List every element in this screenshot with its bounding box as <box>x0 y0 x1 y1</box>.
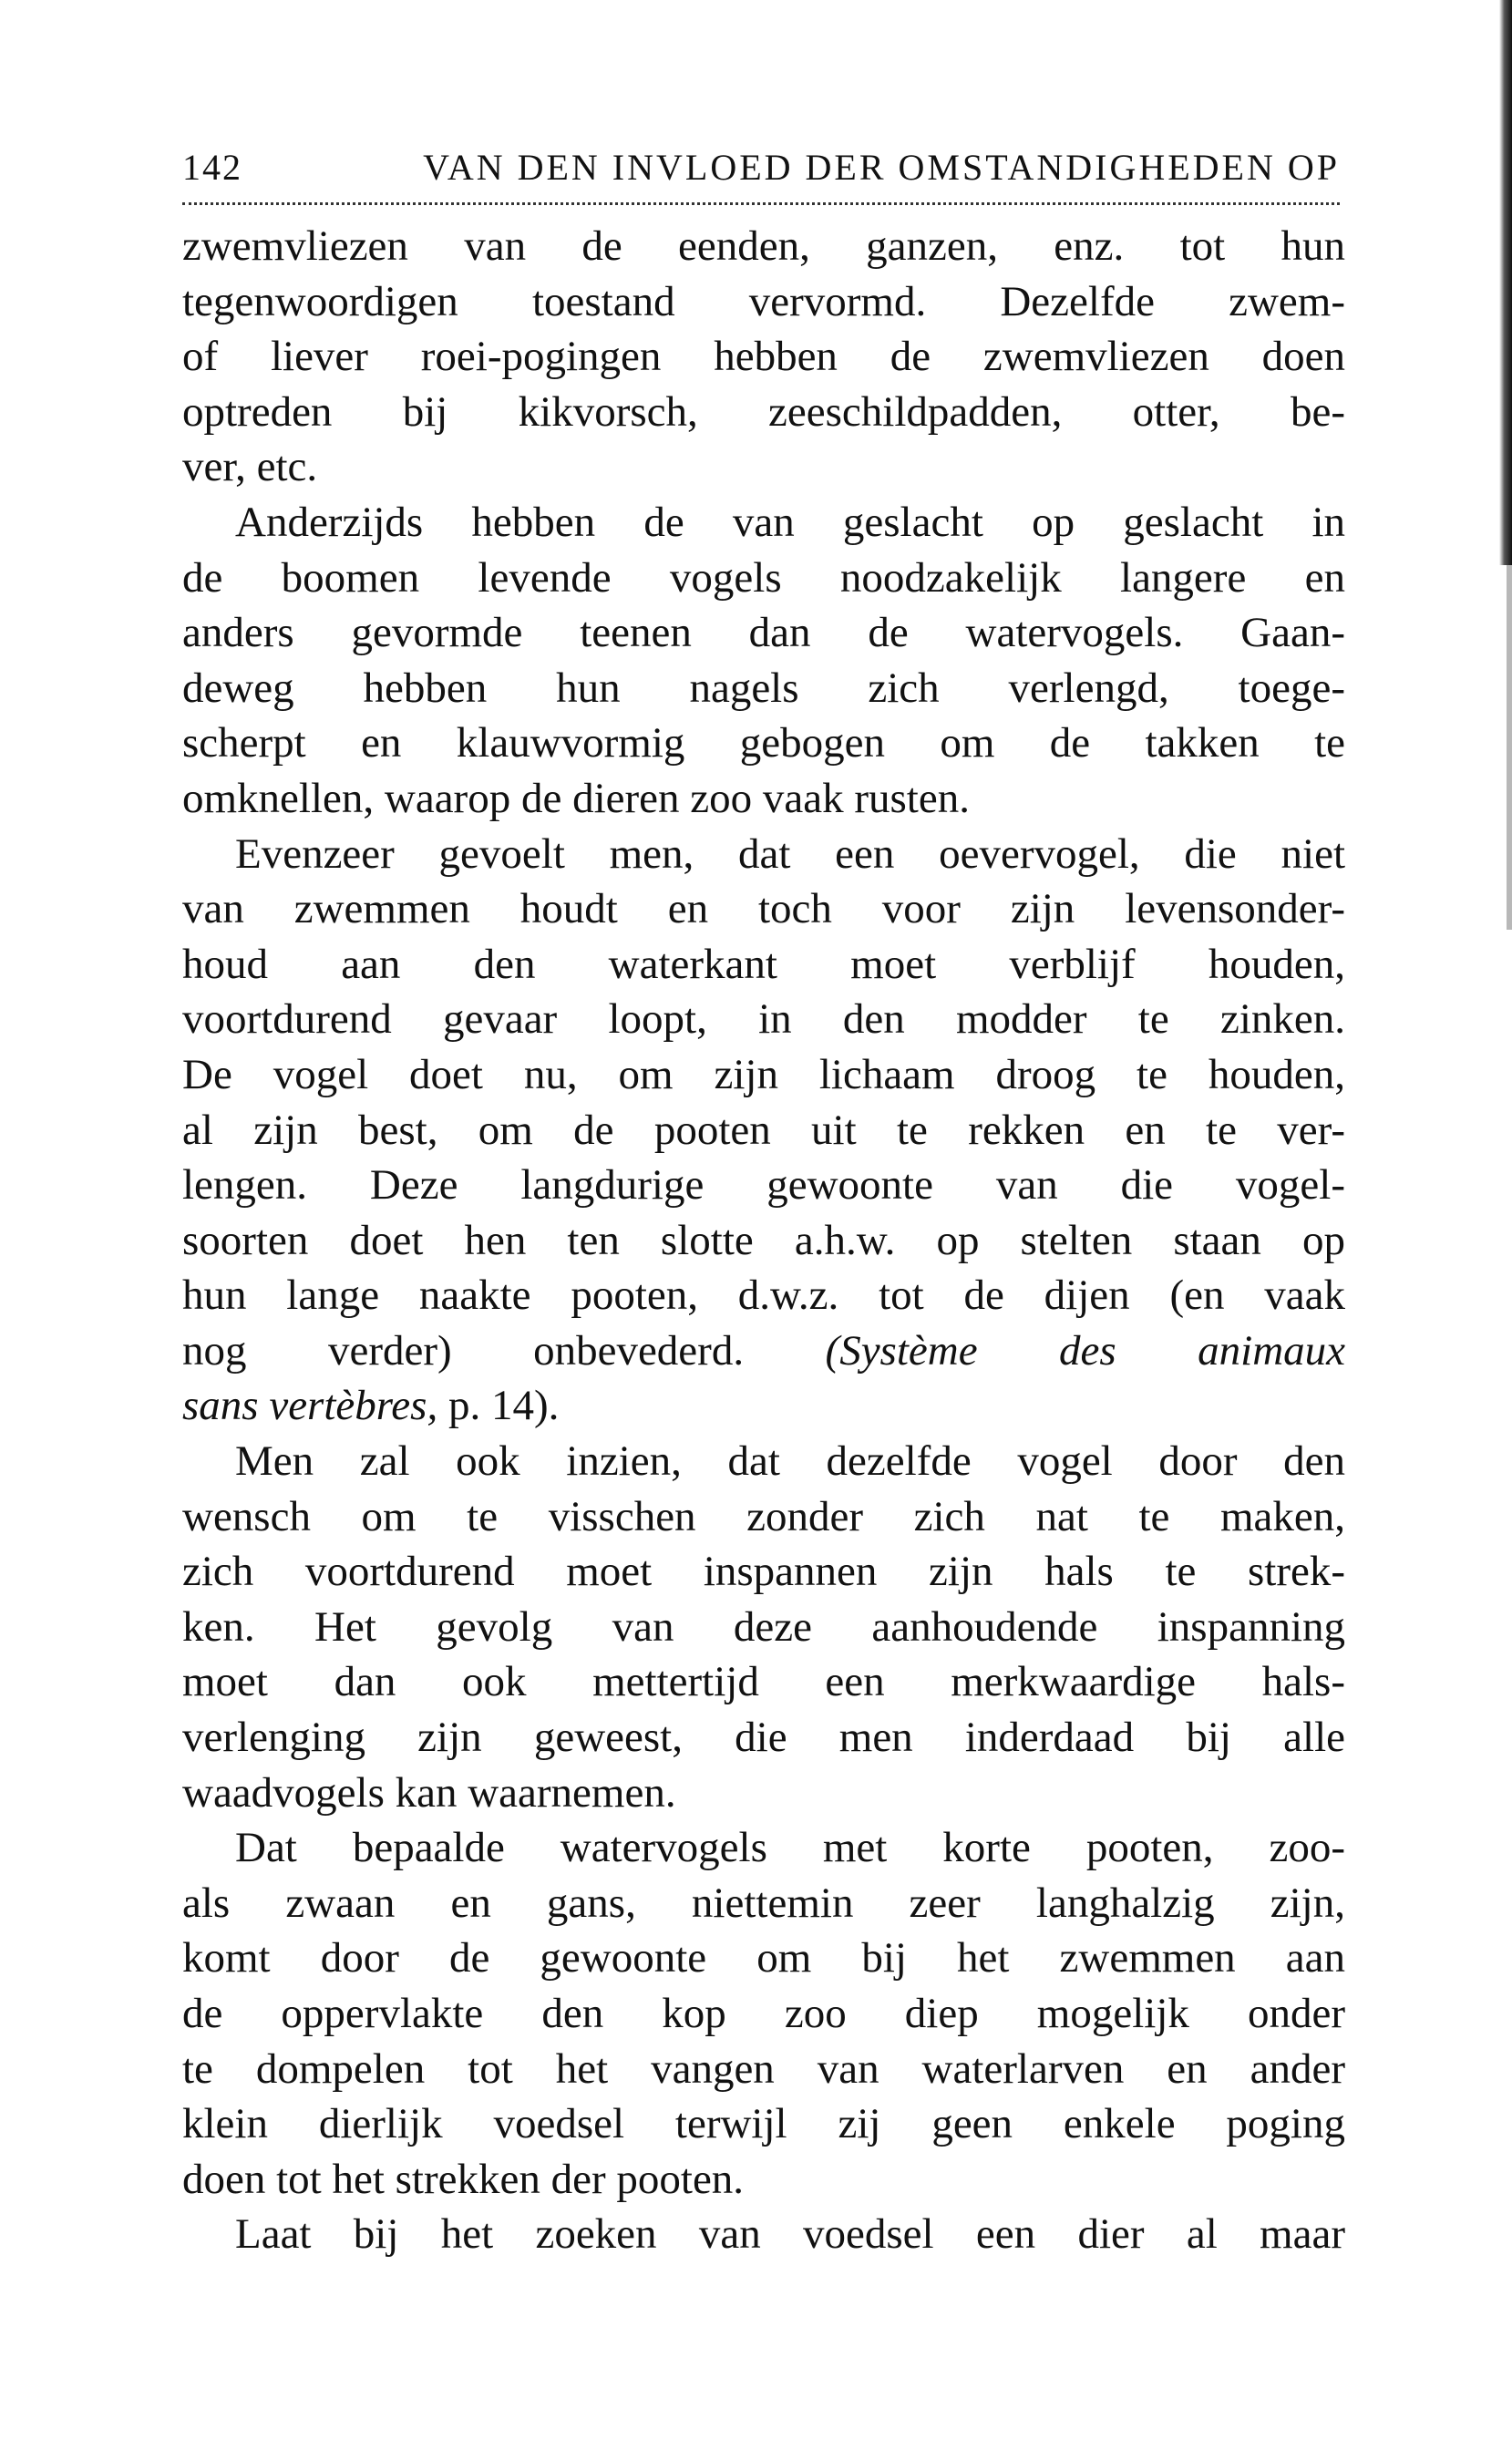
running-title: VAN DEN INVLOED DER OMSTANDIGHEDEN OP <box>423 147 1340 188</box>
text-line <box>182 1378 1345 1434</box>
text-fragment: nog verder) onbevederd. <box>182 1326 745 1375</box>
text-line: tegenwoordigen toestand vervormd. Dezelfde zwem- <box>182 277 1345 325</box>
text-line: ver, etc. <box>182 443 318 491</box>
text-line: voortdurend gevaar loopt, in den modder te zinken. <box>182 995 1345 1044</box>
text-line: Evenzeer gevoelt men, dat een oevervogel, die niet <box>235 829 1345 878</box>
text-line: de oppervlakte den kop zoo diep mogelijk onder <box>182 1990 1345 2037</box>
text-line: scherpt en klauwvormig gebogen om de takken te <box>182 719 1345 767</box>
page-number: 142 <box>182 147 242 188</box>
body-text <box>182 219 1345 2262</box>
text-line: klein dierlijk voedsel terwijl zij geen enkele poging <box>182 2100 1345 2148</box>
text-line: van zwemmen houdt en toch voor zijn levensonder- <box>182 885 1345 933</box>
text-line: de boomen levende vogels noodzakelijk langere en <box>182 553 1345 602</box>
text-line: verlenging zijn geweest, die men inderdaad bij alle <box>182 1714 1345 1762</box>
text-line: te dompelen tot het vangen van waterlarven en ander <box>182 2044 1345 2093</box>
text-line: Laat bij het zoeken van voedsel een dier al maar <box>235 2210 1345 2259</box>
text-line: waadvogels kan waarnemen. <box>182 1768 676 1817</box>
text-line: Men zal ook inzien, dat dezelfde vogel door den <box>235 1437 1345 1486</box>
text-line: ken. Het gevolg van deze aanhoudende inspanning <box>182 1602 1345 1651</box>
text-line <box>182 1323 1345 1379</box>
running-header <box>182 146 1340 191</box>
text-line: houd aan den waterkant moet verblijf houden, <box>182 940 1345 988</box>
scan-edge-shadow-lower <box>1507 565 1512 930</box>
text-line: omknellen, waarop de dieren zoo vaak rusten. <box>182 774 970 822</box>
text-line: moet dan ook mettertijd een merkwaardige hals- <box>182 1658 1345 1706</box>
text-line: lengen. Deze langdurige gewoonte van die vogel- <box>182 1161 1345 1210</box>
header-dotted-rule <box>182 202 1340 205</box>
citation-italic: sans vertèbres, <box>182 1382 438 1430</box>
text-line: Dat bepaalde watervogels met korte pooten, zoo- <box>235 1824 1345 1872</box>
text-line: zwemvliezen van de eenden, ganzen, enz. tot hun <box>182 222 1345 270</box>
text-line: als zwaan en gans, niettemin zeer langhalzig zijn, <box>182 1879 1345 1927</box>
text-line: wensch om te visschen zonder zich nat te maken, <box>182 1492 1345 1540</box>
text-line: doen tot het strekken der pooten. <box>182 2155 745 2203</box>
scan-edge-shadow <box>1499 0 1512 565</box>
text-line: hun lange naakte pooten, d.w.z. tot de dijen (en vaak <box>182 1272 1345 1320</box>
citation-italic: (Système des animaux <box>825 1326 1345 1375</box>
text-line: deweg hebben hun nagels zich verlengd, toege- <box>182 664 1345 712</box>
text-line: of liever roei-pogingen hebben de zwemvliezen doen <box>182 333 1345 381</box>
text-line: Anderzijds hebben de van geslacht op geslacht in <box>235 498 1345 546</box>
text-line: al zijn best, om de pooten uit te rekken en te ver- <box>182 1106 1345 1154</box>
citation-page: p. 14). <box>447 1382 560 1430</box>
text-line: optreden bij kikvorsch, zeeschildpadden, otter, be- <box>182 387 1345 436</box>
text-line: komt door de gewoonte om bij het zwemmen aan <box>182 1934 1345 1982</box>
text-line: De vogel doet nu, om zijn lichaam droog te houden, <box>182 1050 1345 1098</box>
text-line: zich voortdurend moet inspannen zijn hals te strek- <box>182 1548 1345 1596</box>
text-line: anders gevormde teenen dan de watervogels. Gaan- <box>182 609 1345 657</box>
text-line: soorten doet hen ten slotte a.h.w. op stelten staan op <box>182 1216 1345 1264</box>
